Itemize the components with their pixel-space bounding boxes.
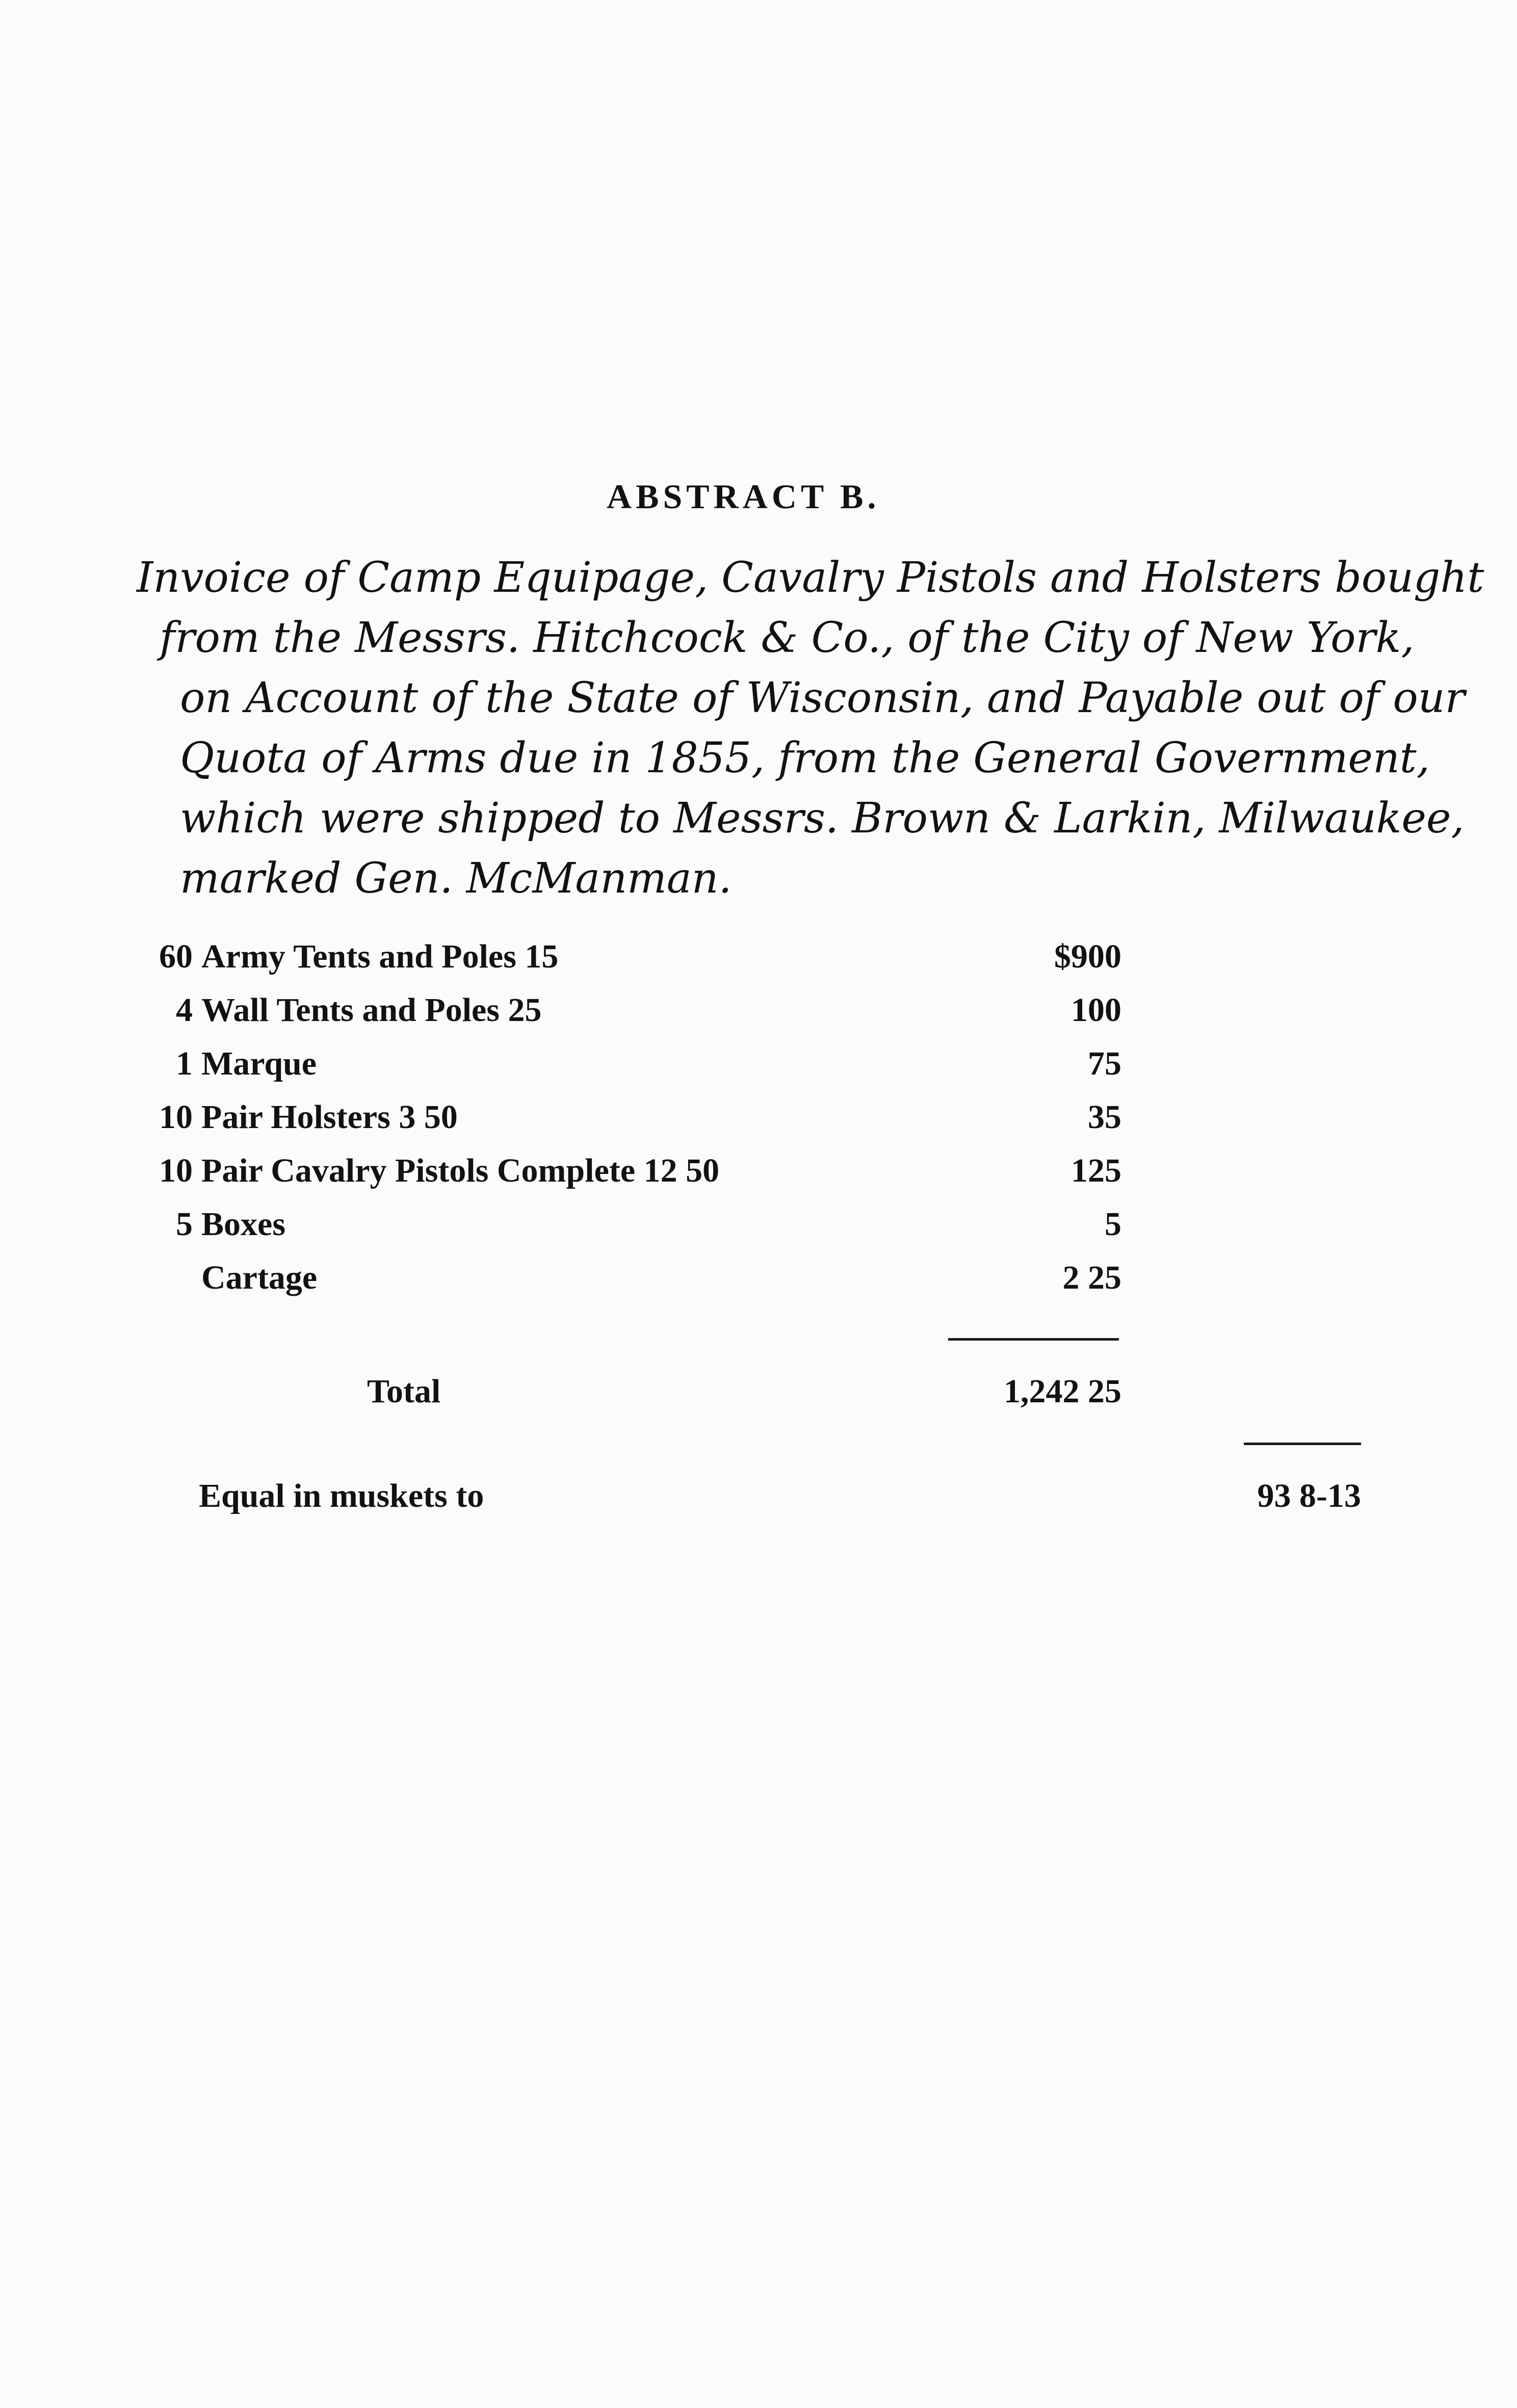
item-amount: $900 bbox=[1054, 938, 1121, 975]
item-quantity: 4 bbox=[176, 991, 193, 1029]
item-quantity: 10 bbox=[159, 1098, 193, 1136]
item-description: Cartage bbox=[201, 1259, 318, 1296]
invoice-description bbox=[137, 548, 1484, 909]
invoice-row bbox=[0, 1041, 1517, 1087]
item-quantity: 10 bbox=[159, 1152, 193, 1189]
invoice-row bbox=[0, 1201, 1517, 1247]
intro-line: Quota of Arms due in 1855, from the General Government, bbox=[180, 734, 1430, 782]
item-amount: 35 bbox=[1088, 1098, 1121, 1136]
item-amount: 2 25 bbox=[1062, 1259, 1121, 1296]
item-description: Pair Cavalry Pistols Complete 12 50 bbox=[201, 1152, 720, 1189]
equivalence-value: 93 8-13 bbox=[1257, 1477, 1361, 1514]
equivalence-label: Equal in muskets to bbox=[199, 1477, 484, 1514]
item-quantity: 1 bbox=[176, 1045, 193, 1082]
total-amount: 1,242 25 bbox=[1004, 1373, 1121, 1410]
item-description: Pair Holsters 3 50 bbox=[201, 1098, 458, 1136]
total-rule bbox=[1244, 1443, 1361, 1445]
item-amount: 5 bbox=[1105, 1206, 1121, 1243]
invoice-row bbox=[0, 934, 1517, 980]
invoice-row bbox=[0, 987, 1517, 1033]
total-label: Total bbox=[367, 1373, 441, 1410]
item-amount: 75 bbox=[1088, 1045, 1121, 1082]
intro-line: on Account of the State of Wisconsin, and Payable out of our bbox=[180, 674, 1465, 722]
invoice-row bbox=[0, 1255, 1517, 1301]
item-description: Army Tents and Poles 15 bbox=[201, 938, 559, 975]
intro-line: which were shipped to Messrs. Brown & Larkin, Milwaukee, bbox=[180, 794, 1464, 843]
item-quantity: 60 bbox=[159, 938, 193, 975]
item-amount: 125 bbox=[1071, 1152, 1121, 1189]
invoice-row bbox=[0, 1094, 1517, 1140]
intro-line: Invoice of Camp Equipage, Cavalry Pistols and Holsters bought bbox=[137, 554, 1484, 602]
item-quantity: 5 bbox=[176, 1206, 193, 1243]
document-heading: ABSTRACT B. bbox=[607, 477, 880, 516]
intro-line: marked Gen. McManman. bbox=[180, 854, 732, 903]
item-description: Boxes bbox=[201, 1206, 285, 1243]
item-description: Marque bbox=[201, 1045, 317, 1082]
item-description: Wall Tents and Poles 25 bbox=[201, 991, 542, 1029]
invoice-row bbox=[0, 1148, 1517, 1194]
subtotal-rule bbox=[948, 1338, 1119, 1341]
intro-line: from the Messrs. Hitchcock & Co., of the City of New York, bbox=[160, 614, 1415, 662]
item-amount: 100 bbox=[1071, 991, 1121, 1029]
